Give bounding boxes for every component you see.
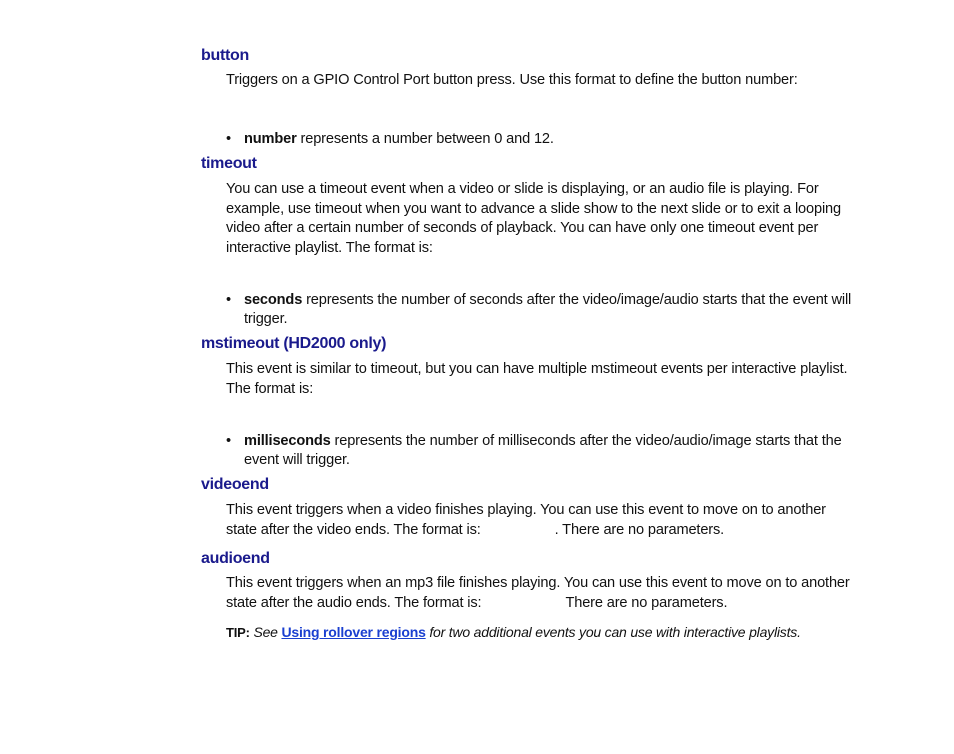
heading-videoend: videoend — [201, 476, 269, 493]
bullet-text: represents the number of seconds after the video/image/audio starts that the event will trigger. — [244, 292, 852, 327]
heading-timeout: timeout — [201, 155, 257, 172]
bullet-timeout-seconds — [226, 291, 856, 329]
bullet-button-number — [226, 130, 856, 149]
paragraph-timeout: You can use a timeout event when a video or slide is displaying, or an audio file is playing. For example, use timeout when you want to advance a slide show to the next slide or to exit a looping video after a certain number of seconds of playback. You can have only one timeout event per interactive playlist. The format is: — [226, 181, 841, 256]
bullet-term: seconds — [244, 292, 303, 308]
bullet-term: milliseconds — [244, 433, 331, 449]
paragraph-audioend-text: This event triggers when an mp3 file finishes playing. You can use this event to move on to another state after the audio ends. The format is: — [226, 575, 850, 611]
link-using-rollover-regions[interactable]: Using rollover regions — [281, 624, 426, 640]
bullet-dot: • — [226, 433, 231, 449]
paragraph-mstimeout: This event is similar to timeout, but you can have multiple mstimeout events per interactive playlist. The format is: — [226, 361, 848, 397]
bullet-mstimeout-milliseconds — [226, 432, 856, 470]
bullet-text: represents a number between 0 and 12. — [296, 131, 554, 147]
tip-text-after: for two additional events you can use with interactive playlists. — [425, 624, 801, 640]
heading-audioend: audioend — [201, 550, 270, 567]
paragraph-audioend — [226, 574, 856, 613]
heading-button: button — [201, 47, 249, 64]
tip-label: TIP: — [226, 625, 250, 640]
paragraph-button: Triggers on a GPIO Control Port button press. Use this format to define the button number: — [226, 72, 798, 88]
bullet-term: number — [244, 131, 297, 147]
paragraph-videoend-text: This event triggers when a video finishes playing. You can use this event to move on to another state after the video ends. The format is: — [226, 502, 826, 538]
paragraph-audioend-tail: There are no parameters. — [565, 594, 728, 611]
paragraph-videoend — [226, 501, 856, 540]
heading-mstimeout: mstimeout (HD2000 only) — [201, 335, 387, 352]
tip-text-before: See — [249, 624, 282, 640]
bullet-dot: • — [226, 131, 231, 147]
tip-note — [226, 623, 866, 642]
paragraph-videoend-tail: . There are no parameters. — [554, 521, 725, 538]
bullet-dot: • — [226, 292, 231, 308]
bullet-text: represents the number of milliseconds after the video/audio/image starts that the event will trigger. — [244, 433, 842, 468]
